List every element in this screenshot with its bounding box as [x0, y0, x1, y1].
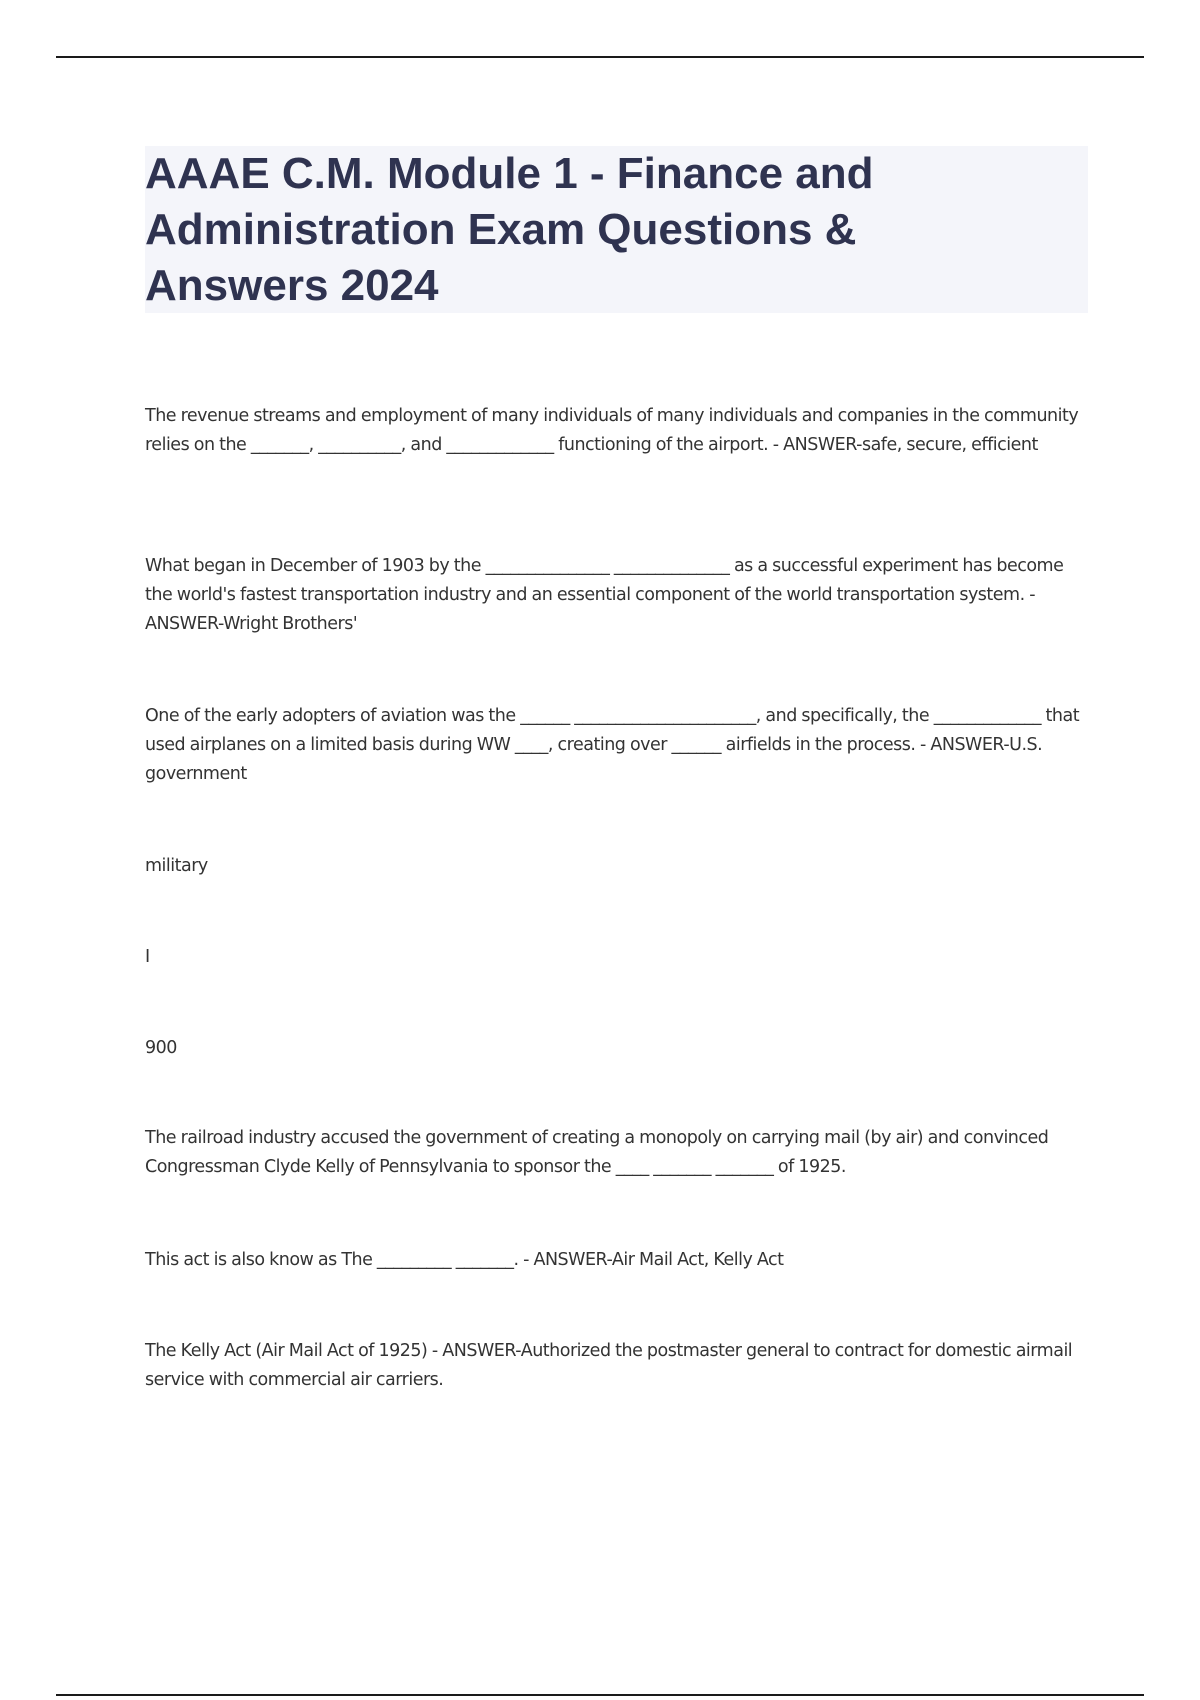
answer-line-airfields: 900 — [145, 1038, 177, 1058]
qa-item-wright-brothers: What began in December of 1903 by the _______________ ______________ as a successful experiment has become the world's fastest transportation industry and an essential component of the world transportation system. - ANSWER-Wright Brothers' — [145, 556, 1064, 634]
qa-item-kelly-act-name: This act is also know as The _________ _______. - ANSWER-Air Mail Act, Kelly Act — [145, 1250, 784, 1270]
qa-item-early-adopters: One of the early adopters of aviation was the ______ ______________________, and specifically, the _____________ that used airplanes on a limited basis during WW ____, creating over ______ airfields in the process. - ANSWER-U.S. government — [145, 706, 1080, 784]
title-banner — [145, 146, 1088, 313]
header-rule — [56, 56, 1144, 58]
qa-item-kelly-act-definition: The Kelly Act (Air Mail Act of 1925) - ANSWER-Authorized the postmaster general to contract for domestic airmail service with commercial air carriers. — [145, 1341, 1073, 1390]
answer-line-military: military — [145, 856, 208, 876]
answer-line-ww: I — [145, 947, 150, 967]
footer-rule — [56, 1694, 1144, 1696]
qa-item-revenue: The revenue streams and employment of many individuals of many individuals and companies in the community relies on the _______, __________, and _____________ functioning of the airport. - ANSWER-safe, secure, efficient — [145, 406, 1079, 455]
document-title: AAAE C.M. Module 1 - Finance and Administration Exam Questions & Answers 2024 — [145, 149, 874, 310]
qa-item-railroad: The railroad industry accused the government of creating a monopoly on carrying mail (by air) and convinced Congressman Clyde Kelly of Pennsylvania to sponsor the ____ _______ _______ of 1925. — [145, 1128, 1049, 1177]
